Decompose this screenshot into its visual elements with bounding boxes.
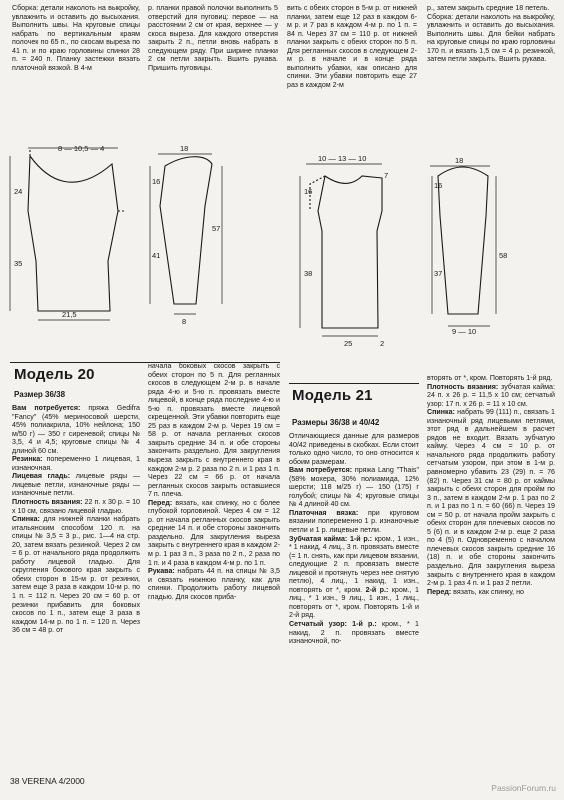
paragraph: Зубчатая кайма: 1-й р.: кром., 1 изн., * 1 накид, 4 лиц., 3 п. провязать вместе (= 1 п. снять, как при лицевом вязании, следующие 2 п. провязать вместе лицевой и протянуть через нее снятую петлю), 4 лиц., 1 накид, 1 изн., повторять от *, кром. 2-й р.: кром., 1 лиц., * 1 изн., 9 лиц., 1 изн., 1 лиц., повторять от *, кром. Повторять 1-й и 2-й ряд. (289, 534, 419, 620)
model21-size: Размеры 36/38 и 40/42 (292, 418, 380, 427)
dim-sleeve21-top: 18 (455, 156, 464, 165)
paragraph: Перед: вязать, как спинку, но с более глубокой горловиной. Через 4 см = 12 р. от начала регланных скосов закрыть средние 14 п. и обе стороны закончить раздельно. Для закругления выреза закрыть с внутреннего края в каждом 2-м р. 1 раз 3 п., 3 раза по 2 п., 2 раза по 1 п. и 4 раза в каждом 4-м р. по 1 п. (148, 498, 280, 567)
paragraph: вторять от *, кром. Повторять 1-й ряд. (427, 374, 553, 382)
watermark: PassionForum.ru (491, 783, 556, 793)
dim-model20-24: 24 (14, 187, 23, 196)
paragraph: Плотность вязания: зубчатая кайма: 24 п. х 26 р. = 11,5 х 10 см; сетчатый узор: 17 п. х 26 р. = 11 х 10 см. (427, 382, 555, 408)
paragraph: Перед: вязать, как спинку, но (427, 587, 524, 596)
top-column-4 (427, 4, 555, 128)
top-column-3 (287, 4, 417, 128)
dim-model21-16: 16 (304, 187, 313, 196)
dim-sleeve21-58: 58 (499, 251, 508, 260)
model20-column-1 (12, 404, 140, 772)
dim-sleeve21-16: 16 (434, 181, 443, 190)
paragraph: р., затем закрыть средние 18 петель. (427, 4, 550, 12)
paragraph: Платочная вязка: при круговом вязании попеременно 1 р. изнаночные петли и 1 р. лицевые петли. (289, 508, 419, 535)
dim-sleeve21-37: 37 (434, 269, 443, 278)
dim-sleeve20-bottom: 8 (182, 317, 187, 326)
top-column-2 (148, 4, 278, 128)
dim-model21-38: 38 (304, 269, 313, 278)
model20-column-2 (148, 362, 280, 772)
dim-model20-top: 8 — 10,5 — 4 (58, 144, 105, 153)
dim-model20-35: 35 (14, 259, 23, 268)
paragraph: Резинка: попеременно 1 лицевая, 1 изнаночная. (12, 455, 140, 472)
model21-column-2 (427, 374, 555, 782)
model21-title: Модель 21 (292, 387, 373, 404)
paragraph: Рукава: набрать 44 п. на спицы № 3,5 и связать нижнюю планку, как для спинки. Продолжить работу лицевой гладью. Для скосов приба- (148, 567, 280, 601)
top-column-1 (12, 4, 140, 128)
paragraph: Лицевая гладь: лицевые ряды — лицевые петли, изнаночные ряды — изнаночные петли. (12, 472, 140, 498)
model21-column-1 (289, 432, 419, 782)
paragraph: Спинка: для нижней планки набрать итальянским способом 120 п. на спицы № 3,5 = 3 р., рис. 1—4 на стр. 20, затем вязать резинкой. Через 2 см = 6 р. от начального ряда продолжить работу лицевой гладью. Для скругления бокового края закрыть с обеих сторон в 15-м р. от резинки, затем еще 3 раза в каждом 10-м р. по 1 п. = 112 п. Через 20 см = 60 р. от резинки прибавить для боковых скосов по 1 п., затем еще 3 раза в каждом 14-м р. по 1 п. = 120 п. Через 36 см = 48 р. от (12, 515, 140, 635)
model20-sleeve-outline (160, 157, 212, 304)
model20-size: Размер 36/38 (14, 390, 66, 399)
model21-sleeve-outline (438, 167, 488, 314)
paragraph: Вам потребуется: пряжа Gedifra "Fancy" (45% мериносовой шерсти, 45% полиакрила, 10% нейлона; 150 м/50 г) — 350 г сиреневой; спицы № 3,5, 4 и 4,5; круговые спицы № 4 длиной 60 см. (12, 404, 140, 455)
paragraph: Сборка: детали наколоть на выкройку, увлажнить и оставить до высыхания. Выполнить швы. На круговые спицы набрать по вертикальным краям полочек по 65 п., по скосам выреза по 41 п. и по краю горловины спинки 28 п. = 240 п. Планку застежки вязать платочной вязкой. В 4-м (12, 4, 140, 72)
dim-sleeve21-bottom: 9 — 10 (452, 327, 477, 336)
paragraph: р. планки правой полочки выполнить 5 отверстий для пуговиц: первое — на расстоянии 2 см от края, верхнее — у скоса выреза. Для каждого отверстия закрыть 2 п., петли вновь набрать в следующем ряду. При ширине планки 2 см петли закрыть. Вшить рукава. Пришить пуговицы. (148, 4, 278, 72)
dim-model21-top: 10 — 13 — 10 (318, 154, 367, 163)
model20-title: Модель 20 (14, 366, 95, 383)
model20-body-outline (28, 156, 118, 311)
paragraph: начала боковых скосов закрыть с обеих сторон по 5 п. Для регланных скосов в следующем 2-м р. в начале ряда 4-ю и 5-ю п. провязать вместе лицевой, в конце ряда последние 4-ю и 5-ю п. провязать вместе лицевой скрещенной. Эти убавки повторить еще 25 раз в каждом 2-м р. Через 19 см = 58 р. от начала регланных скосов закрыть средние 34 п. и обе стороны закончить раздельно. Для закругления выреза закрыть с внутреннего края в каждом 2-м р. 2 раза по 2 п. и 1 раз 1 п. Через 22 см = 66 р. от начала регланных скосов закрыть оставшиеся 7 п. плеча. (148, 362, 280, 499)
dim-sleeve20-41: 41 (152, 251, 161, 260)
pattern-diagrams (0, 136, 564, 366)
page-footer: 38 VERENA 4/2000 (10, 776, 85, 786)
dim-model21-bottom: 25 (344, 339, 353, 348)
dim-sleeve20-16: 16 (152, 177, 161, 186)
model21-body-outline (318, 176, 382, 328)
paragraph: Вам потребуется: пряжа Lang "Thais" (58% мохера, 30% полиамида, 12% шерсти; 118 м/25 г) — 150 (175) г голубой; спицы № 4; круговые спицы № 4 длиной 40 см. (289, 466, 419, 509)
paragraph: Отличающиеся данные для размеров 40/42 приведены в скобках. Если стоит только одно число, то оно относится к обоим размерам. (289, 432, 419, 466)
paragraph: вить с обеих сторон в 5-м р. от нижней планки, затем еще 12 раз в каждом 6-м р. и 7 раз в каждом 4-м р. по 1 п. = 84 п. Через 37 см = 110 р. от нижней планки закрыть с обеих сторон по 5 п. Для регланных скосов в следующем 2-м р. в начале и в конце ряда выполнить убавки, как описано для спинки. Эти убавки повторить еще 27 раз в каждом 2-м (287, 4, 417, 89)
dim-model21-bottom-side: 2 (380, 339, 385, 348)
dim-model21-7: 7 (384, 171, 389, 180)
paragraph: Сборка: детали наколоть на выкройку, увлажнить и оставить до высыхания. Выполнить швы. Для бейки набрать на круговые спицы по краю горловины 170 п. и вязать 1,5 см = 4 р. резинкой, затем петли закрыть. Вшить рукава. (427, 12, 555, 64)
paragraph: Спинка: набрать 99 (111) п., связать 1 изнаночный ряд лицевыми петлями, этот ряд в дальнейшем в расчет рядов не входит. Вязать зубчатую кайму. Через 4 см = 10 р. от начального ряда продолжить работу сетчатым узором, при этом в 1-м р. равномерно убавить 23 (29) п. = 76 (82) п. Через 31 см = 80 р. от каймы закрыть с обеих сторон для пройм по 3 п., затем в каждом 2-м р. 1 раз по 2 п. и 1 раз по 1 п. = 60 (66) п. Через 19 см = 50 р. от начала пройм закрыть с обеих сторон для плечевых скосов по 5 (6) п. и в каждом 2-м р. еще 2 раза по 4 (5) п. Одновременно с началом плечевых скосов закрыть средние 16 (18) п. и обе стороны закончить раздельно. Для закругления выреза закрыть с внутреннего края в каждом 2-м р. 1 раз 4 п. и 1 раз 2 петли. (427, 408, 555, 588)
paragraph: Сетчатый узор: 1-й р.: кром., * 1 накид, 2 п. провязать вместе изнаночной, по- (289, 620, 419, 646)
dim-sleeve20-top: 18 (180, 144, 189, 153)
model21-rule (289, 383, 419, 384)
dim-sleeve20-57: 57 (212, 224, 221, 233)
paragraph: Плотность вязания: 22 п. х 30 р. = 10 х 10 см, связано лицевой гладью. (12, 498, 140, 515)
dim-model20-bottom: 21,5 (62, 310, 77, 319)
